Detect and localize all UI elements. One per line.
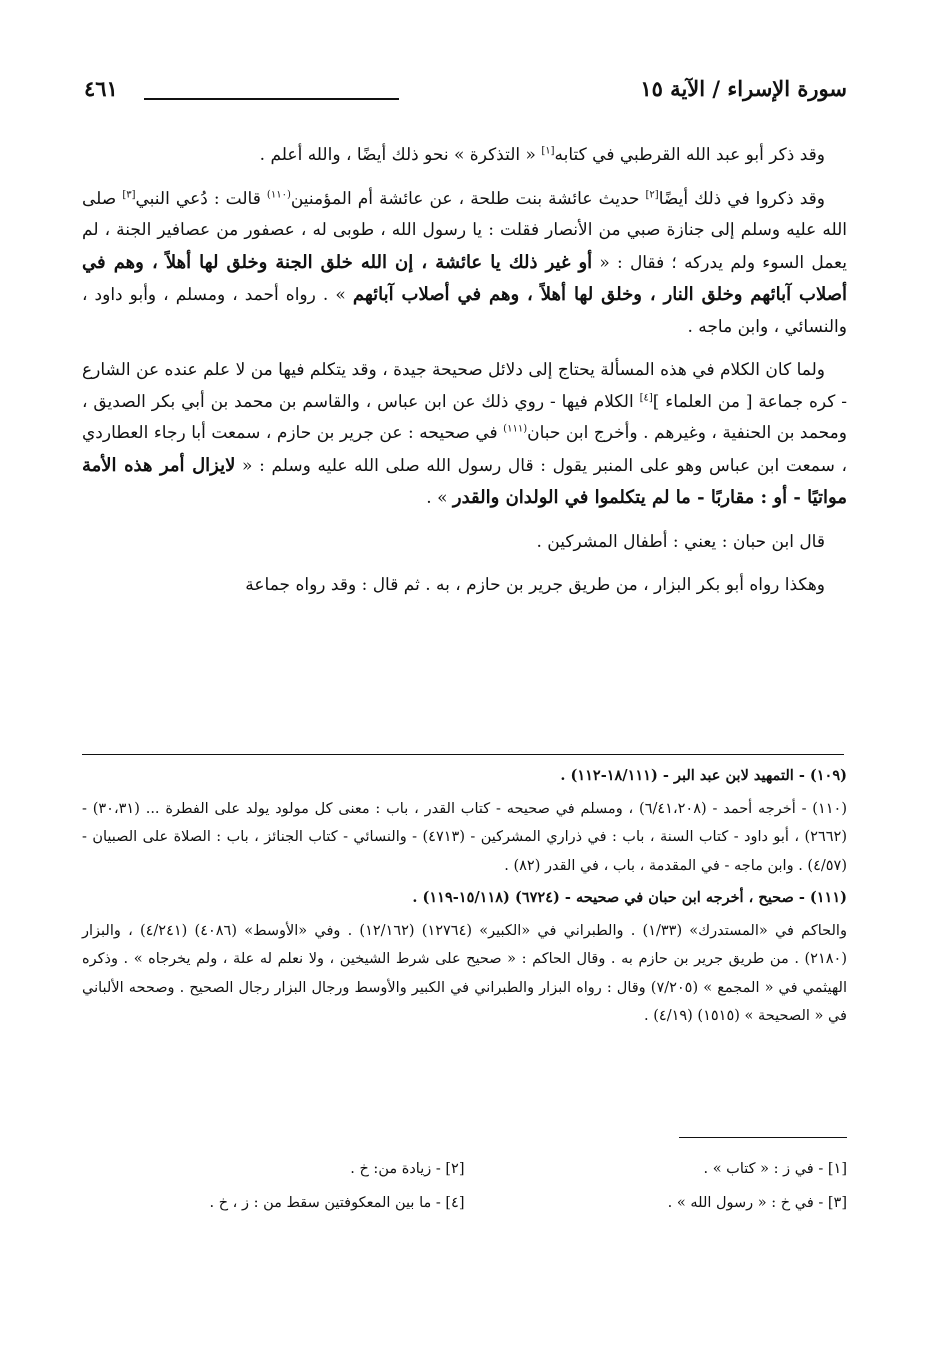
paragraph-4: قال ابن حبان : يعني : أطفال المشركين .	[536, 531, 825, 552]
variant-note-3: [٣] - في خ : « رسول الله » .	[667, 1195, 847, 1211]
variants-divider	[679, 1137, 847, 1138]
p1-text-a: وقد ذكر أبو عبد الله القرطبي في كتابه	[554, 145, 825, 165]
footnote-111-body: والحاكم في «المستدرك» (١/٣٣) . والطبراني في «الكبير» (١٢٧٦٤) (١٢/١٦٢) . وفي «الأوسط» (٤٠٨٦) (٤/٢٤١) ، والبزار (٢١٨٠) . من طريق جرير بن حازم به . وقال الحاكم : « صحيح على شرط الشيخين ، ولا نعلم له علة ، ولم يخرجاه » . وذكره الهيثمي في « المجمع » (٧/٢٠٥) وقال : رواه البزار والطبراني في الكبير والأوسط ورجال البزار رجال الصحيح . وصححه الألباني في « الصحيحة » (١٥١٥) (٤/١٩) .	[82, 922, 847, 1024]
paragraph-1	[82, 140, 847, 172]
p3-text-b: الكلام فيها - روي ذلك عن ابن عباس ، والقاسم بن محمد بن أبي بكر الصديق ، ومحمد بن الحنفية ، وغيرهم . وأخرج ابن حبان	[82, 391, 847, 443]
p3-text-a: ولما كان الكلام في هذه المسألة يحتاج إلى دلائل صحيحة جيدة ، وقد يتكلم فيها من لا علم عنده عن الشارع - كره جماعة [ من العلماء ]	[82, 360, 847, 412]
variant-ref-4: [٤]	[639, 391, 653, 403]
p3-text-c: في صحيحه : عن جرير بن حازم ، سمعت أبا رجاء العطاردي ، سمعت ابن عباس وهو على المنبر يقول : قال رسول الله صلى الله عليه وسلم : «	[82, 423, 848, 476]
p3-text-d: » .	[426, 488, 453, 508]
variants-row-1	[82, 1152, 847, 1186]
p2-text-b: حديث عائشة بنت طلحة ، عن عائشة أم المؤمنين	[290, 188, 646, 209]
variant-ref-1: [١]	[541, 145, 555, 157]
footnotes	[82, 762, 847, 1035]
main-text	[82, 140, 847, 614]
paragraph-5: وهكذا رواه أبو بكر البزار ، من طريق جرير بن حازم ، به . ثم قال : وقد رواه جماعة	[245, 575, 825, 595]
footnote-110: (١١٠) - أخرجه أحمد - (٦/٤١،٢٠٨) ، ومسلم في صحيحه - كتاب القدر ، باب : معنى كل مولود يولد على الفطرة ... (٣٠،٣١) - (٢٦٦٢) ، أبو داود - كتاب السنة ، باب : في ذراري المشركين - (٤٧١٣) - والنسائي - كتاب الجنائز ، باب : الصلاة على الصبيان - (٤/٥٧) . وابن ماجه - في المقدمة ، باب ، في القدر (٨٢) .	[82, 800, 848, 874]
p2-text-e: » . رواه أحمد ، ومسلم ، وأبو داود ، والنسائي ، وابن ماجه .	[82, 285, 847, 337]
page-number: ٤٦١	[84, 76, 118, 101]
variant-ref-2: [٢]	[645, 188, 659, 200]
footnote-divider	[82, 754, 844, 755]
variant-note-1: [١] - في ز : « كتاب » .	[703, 1161, 847, 1177]
footnote-109: (١٠٩) - التمهيد لابن عبد البر - (١٨/١١١-١١٢) .	[560, 767, 847, 784]
header-title: سورة الإسراء / الآية ١٥	[640, 76, 847, 101]
paragraph-2	[82, 184, 847, 344]
p2-text-d: صلى الله عليه وسلم إلى جنازة صبي من الأنصار فقلت : يا رسول الله ، طوبى له ، عصفور من عصافير الجنة ، لم يعمل السوء ولم يدركه ؛ فقال : «	[82, 188, 847, 273]
p2-text-c: قالت : دُعي النبي	[135, 188, 267, 209]
running-header	[84, 76, 847, 112]
footnote-ref-111: (١١١)	[503, 423, 528, 435]
variants-row-2	[82, 1186, 847, 1220]
footnote-ref-110: (١١٠)	[266, 188, 291, 200]
header-rule	[144, 98, 399, 100]
footnote-111-heading: (١١١) - صحيح ، أخرجه ابن حبان في صحيحه - (٦٧٢٤) (١٥/١١٨-١١٩) .	[412, 889, 847, 906]
variant-note-2: [٢] - زيادة من: خ .	[350, 1161, 465, 1177]
variant-note-4: [٤] - ما بين المعكوفتين سقط من : ز ، خ .	[209, 1195, 465, 1211]
hadith-text-1: أو غير ذلك يا عائشة ، إن الله خلق الجنة وخلق لها أهلاً ، وهم في أصلاب آبائهم وخلق النار ، وخلق لها أهلاً ، وهم في أصلاب آبائهم	[82, 251, 847, 305]
variant-ref-3: [٣]	[122, 188, 136, 200]
paragraph-3	[82, 355, 847, 515]
textual-variants	[82, 1152, 847, 1220]
p2-text-a: وقد ذكروا في ذلك أيضًا	[658, 188, 825, 209]
p1-text-b: « التذكرة » نحو ذلك أيضًا ، والله أعلم .	[259, 145, 542, 165]
hadith-text-2: لايزال أمر هذه الأمة مواتيًا - أو : مقاربًا - ما لم يتكلموا في الولدان والقدر	[82, 454, 847, 508]
